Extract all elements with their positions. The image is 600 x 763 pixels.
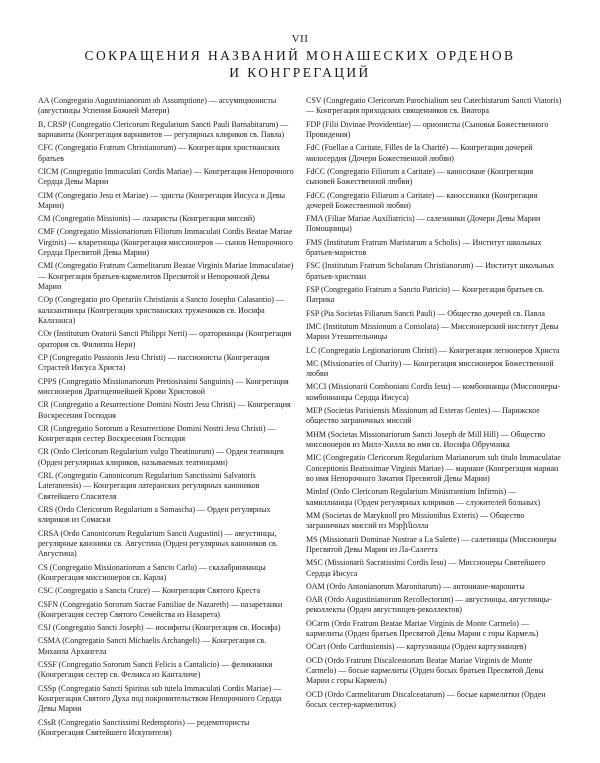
abbreviation-entry: MM (Societas de Maryknoll pro Missionibus Exteris) — Общество заграничных миссий из Мэрինолла: [306, 510, 525, 531]
abbreviation-entry: CMI (Congregatio Fratrum Carmelitarum Beatae Virginis Mariae Immaculatae) — Конгрегация братьев-кармелитов Пресвятой и Непорочной Девы Марии: [38, 261, 294, 292]
abbreviation-entry: CRSA (Ordo Canonicorum Regularium Sancti Augustini) — августинцы, регулярные каноники св. Августина (Орден регулярных каноников св. Августина): [38, 528, 278, 559]
abbreviation-entry: COp (Congregatio pro Operariis Christianis a Sancto Josepho Calasantio) — калазантинцы (Конгрегация христианских тружеников св. Иосифа Калазанса): [38, 295, 284, 326]
abbreviation-entry: CSJ (Congregatio Sancti Joseph) — иосифиты (Конгрегация св. Иосифа): [38, 623, 281, 633]
abbreviation-entry: OCarm (Ordo Fratrum Beatae Mariae Virginis de Monte Carmelo) — кармелиты (Орден братьев Пресвятой Девы Марии с горы Кармель): [306, 618, 539, 639]
abbreviation-entry: CSMA (Congregatio Sancti Michaelis Archangeli) — Конгрегация св. Михаила Архангела: [38, 636, 267, 656]
abbreviation-entry: CS (Congregatio Missionariorum a Sancto Carlo) — скалабринианцы (Конгрегация миссионеров св. Карла): [38, 562, 266, 582]
abbreviation-entry: CSFN (Congregatio Sororum Sacrae Familiae de Nazareth) — назаретанки (Конгрегация сестер Святого Семейства из Назарета): [38, 599, 283, 619]
abbreviation-entry: FSP (Congregatio Fratrum a Sancto Patricio) — Конгрегация братьев св. Патрика: [306, 285, 545, 305]
abbreviation-entry: CFC (Congregatio Fratrum Christianorum) — Конгрегация христианских братьев: [38, 143, 281, 163]
abbreviation-entry: CMF (Congregatio Missionariorum Filiorum Immaculati Cordis Beatae Mariae Virginis) — кларетинцы (Конгрегация миссионеров — сынов Непорочного Сердца Пресвятой Девы Марии): [38, 227, 293, 258]
abbreviation-entry: MS (Missionarii Dominae Nostrae a La Salette) — салетинцы (Миссионеры Пресвятой Девы Марии из Ла-Салетта: [306, 534, 557, 554]
abbreviation-entry: CM (Congregatio Missionis) — лазаристы (Конгрегация миссий): [38, 214, 255, 224]
abbreviation-entry: CR (Congregatio Sororum a Resurrectione Domini Nostri Jesu Christi) — Конгрегация сестер Воскресения Господня: [38, 423, 276, 444]
abbreviation-entry: MSC (Missionarii Sacratissimi Cordis Iesu) — Миссионеры Святейшего Сердца Иисуса: [306, 558, 546, 578]
abbreviation-entry: CSC (Congregatio a Sancta Cruce) — Конгрегация Святого Креста: [38, 586, 261, 596]
abbreviation-entry: MHM (Societas Missionariorum Sancti Joseph de Mill Hill) — Общество миссионеров из Милл-Хилла во имя св. Иосифа Обручника: [306, 429, 546, 450]
abbreviation-entry: AA (Congregatio Augustinianorum ab Assumptione) — ассумпционисты (августинцы Успения Божией Матери): [38, 96, 277, 116]
abbreviation-entry: CRL (Congregatio Canonicorum Regularium Sanctissimi Salvatoris Lateranensis) — Конгрегация латеранских регулярных каноников Святейшего Спасителя: [38, 471, 260, 501]
abbreviation-entry: MinInf (Ordo Clericorum Regularium Ministrantium Infirmis) — камиллианцы (Орден регулярных клириков — служителей больных): [306, 487, 541, 507]
abbreviation-entry: MCCI (Missionarii Comboniani Cordis Iesu) — комбонианцы (Миссионеры-комбонианцы Сердца Иисуса): [306, 382, 561, 402]
abbreviation-entry: CR (Ordo Clericorum Regularium vulgo Theatinorum) — Орден театинцев (Орден регулярных клириков, называемых театинцами): [38, 447, 284, 467]
abbreviation-entry: CICM (Congregatio Immaculati Cordis Mariae) — Конгрегация Непорочного Сердца Девы Марии: [38, 166, 294, 187]
abbreviation-entry: FMS (Institutum Fratrum Maristarum a Scholis) — Институт школьных братьев-маристов: [306, 237, 542, 258]
title-line-1: СОКРАЩЕНИЯ НАЗВАНИЙ МОНАШЕСКИХ ОРДЕНОВ: [84, 48, 516, 63]
abbreviation-entry: OCD (Ordo Fratrum Discalceatorum Beatae Mariae Virginis de Monte Carmelo) — босые кармелиты (Орден босых братьев Пресвятой Девы Марии с горы Кармель): [306, 655, 544, 686]
abbreviation-entry: CSSp (Congregatio Sancti Spiritus sub tutela Immaculati Cordis Mariae) — Конгрегация Святого Духа под покровительством Непорочного Сердца Девы Марии: [38, 683, 282, 714]
abbreviation-entry: FMA (Filiae Mariae Auxiliatricis) — салезианки (Дочери Девы Марии Помощницы): [306, 214, 541, 234]
abbreviation-entry: FSC (Institutum Fratrum Scholarum Christianorum) — Институт школьных братьев-христиан: [306, 261, 555, 281]
abbreviation-entry: LC (Congregatio Legionariorum Christi) — Конгрегация легионеров Христа: [306, 345, 560, 355]
abbreviation-entry: B, CRSP (Congregatio Clericorum Regularium Sancti Pauli Barnabitarum) — варнавиты (Конгрегация варнавитов — регулярных клириков св. Павла): [38, 119, 289, 139]
right-column: [306, 96, 562, 713]
page-title: [0, 47, 600, 81]
abbreviation-entry: OCart (Ordo Carthusiensis) — картузианцы (Орден картузианцев): [306, 642, 527, 652]
abbreviation-entry: CIM (Congregatio Jesu et Mariae) — эдисты (Конгрегация Иисуса и Девы Марии): [38, 190, 286, 210]
abbreviation-entry: MIC (Congregatio Clericorum Regularium Marianorum sub titulo Immaculatae Conceptionis Beatissimae Virginis Mariae) — марианe (Конгрегация мариан во имя Непорочного Зачатия Пресвятой Девы Марии): [306, 453, 561, 483]
abbreviation-entry: CSV (Congregatio Clericorum Parochialium seu Catechistarum Sancti Viatoris) — Конгрегация приходских священников св. Виатора: [306, 96, 562, 116]
abbreviation-entry: FDP (Filii Divinae Providentiae) — орионисты (Сыновья Божественного Провидения): [306, 119, 549, 139]
abbreviation-entry: OCD (Ordo Carmelitarum Discalceatarum) — босые кармелитки (Орден босых сестер-кармелиток): [306, 689, 546, 709]
abbreviation-entry: MC (Missionaries of Charity) — Конгрегация миссионерок Божественной любви: [306, 358, 554, 379]
title-line-2: И КОНГРЕГАЦИЙ: [229, 65, 371, 80]
abbreviation-entry: IMC (Institutum Missionum a Consolata) — Миссионерский институт Девы Марии Утешительницы: [306, 321, 559, 342]
abbreviation-entry: OAM (Ordo Antonianorum Maronitarum) — антониане-марониты: [306, 581, 525, 591]
page-number: VII: [291, 33, 309, 45]
abbreviation-entry: CPPS (Congregatio Missionariorum Pretiosissimi Sanguinis) — Конгрегация миссионеров Драгоценнейшей Крови Христовой: [38, 376, 289, 396]
abbreviation-entry: FdC (Fuellae a Caritate, Filles de la Charité) — Конгрегация дочерей милосердия (Дочери Божественной любви): [306, 143, 533, 163]
abbreviation-entry: CSsR (Congregatio Sanctissimi Redemptoris) — редемптористы (Конгрегация Святейшего Искупителя): [38, 717, 250, 737]
abbreviation-entry: CRS (Ordo Clericorum Regularium a Somascha) — Орден регулярных клириков из Сомаски: [38, 505, 271, 525]
abbreviation-entry: MEP (Societas Parisiensis Missionum ad Exteras Gentes) — Парижское общество заграничных миссий: [306, 406, 540, 426]
abbreviation-entry: CSSF (Congregatio Sororum Sancti Felicis a Cantalicio) — феликианки (Конгрегация сестер св. Феликса из Канталиче): [38, 660, 273, 680]
left-column: [38, 96, 294, 741]
abbreviation-entry: COr (Institutum Oratorii Sancti Philippi Nerii) — ораторианцы (Конгрегация оратория св. Филиппа Нери): [38, 329, 292, 349]
abbreviation-entry: CR (Congregatio a Resurrectione Domini Nostri Jesu Christi) — Конгрегация Воскресения Господня: [38, 400, 291, 420]
abbreviation-entry: FdCC (Congregatio Filiarum a Caritate) — каноссианки (Конгрегация дочерей Божественной любви): [306, 190, 538, 210]
abbreviation-entry: FdCC (Congregatio Filiorum a Caritate) — каноссиане (Конгрегация сыновей Божественной любви): [306, 166, 534, 187]
abbreviation-entry: CP (Congregatio Passionis Jesu Christi) — пассионисты (Конгрегация Страстей Иисуса Христа): [38, 352, 270, 373]
abbreviation-entry: OAR (Ordo Augustinianorum Recollectorum) — августинцы, августинцы-реколлекты (Орден августинцев-реколлектов): [306, 595, 552, 615]
abbreviation-entry: FSP (Pia Societas Filiarum Sancti Pauli) — Общество дочерей св. Павла: [306, 308, 545, 318]
